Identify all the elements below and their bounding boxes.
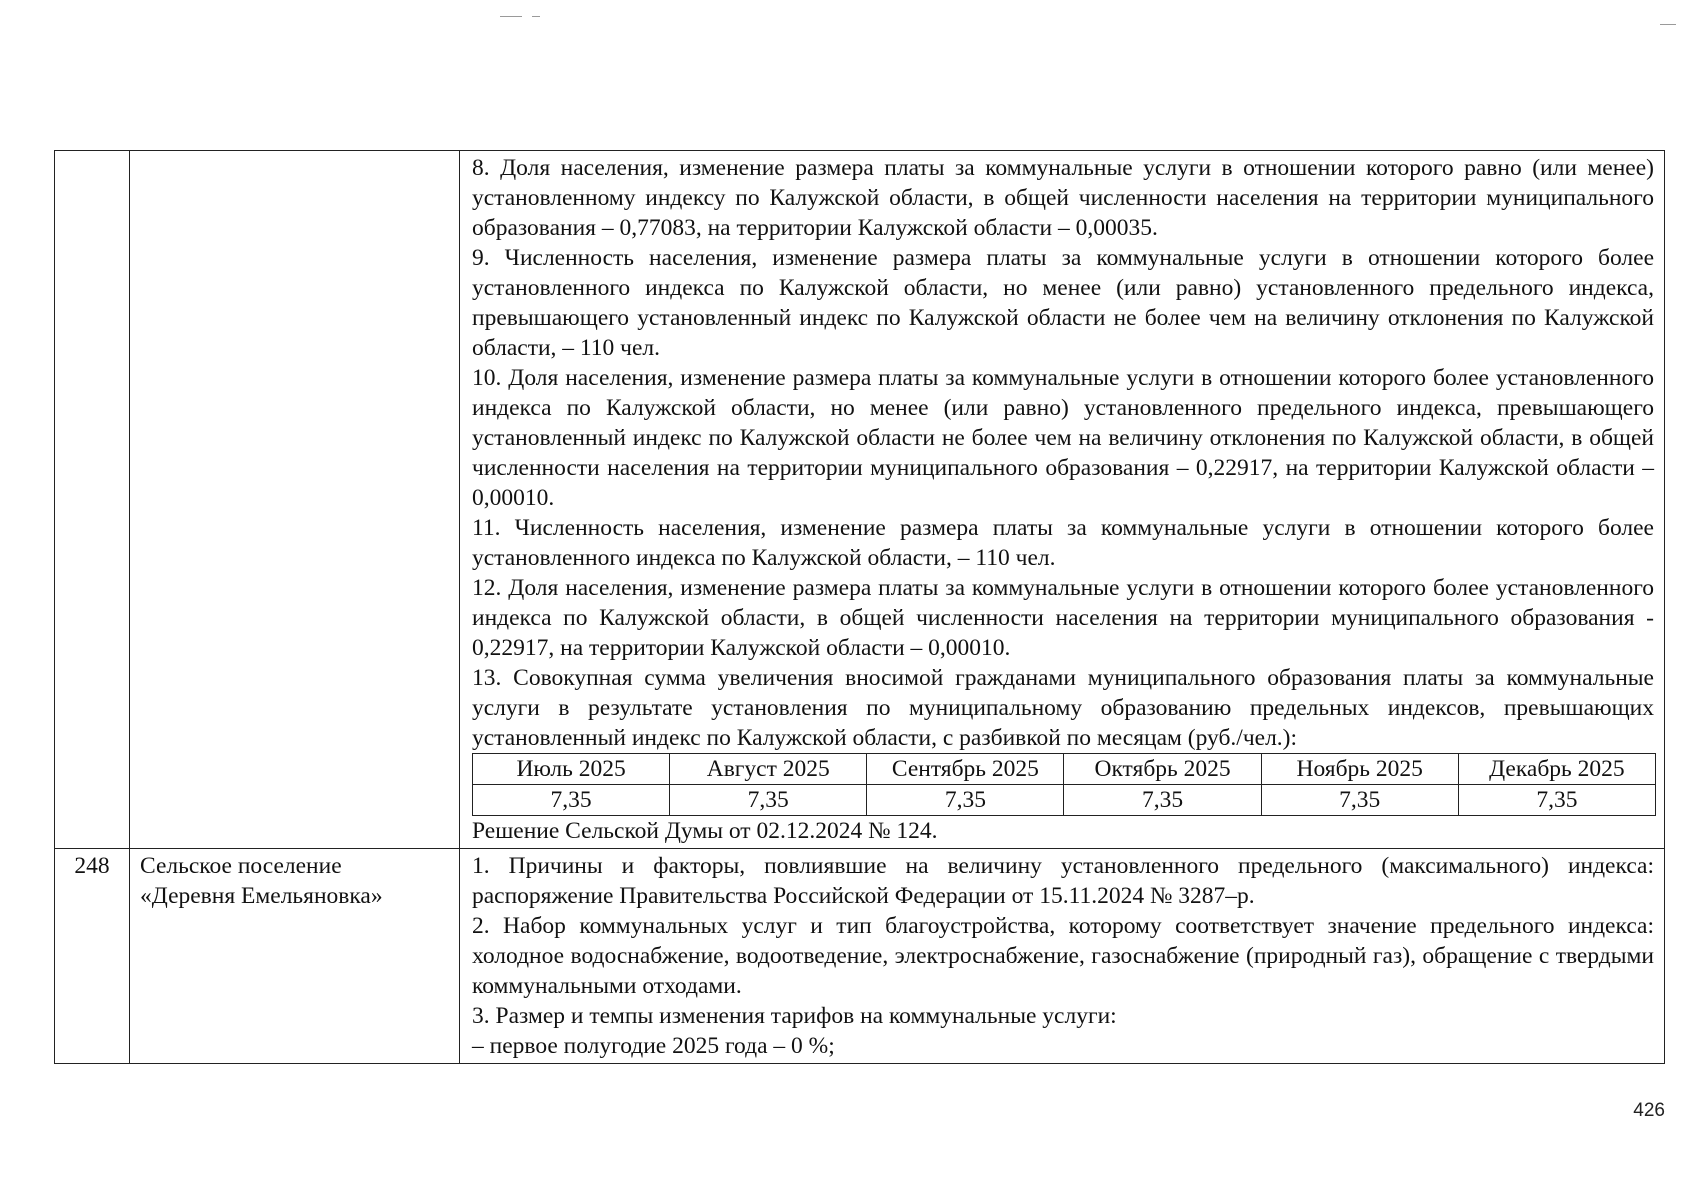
- month-header: Ноябрь 2025: [1261, 754, 1458, 785]
- row-number-cell: 248: [55, 849, 130, 1064]
- month-value: 7,35: [867, 785, 1064, 816]
- paragraph-3: 3. Размер и темпы изменения тарифов на коммунальные услуги:: [472, 1003, 1117, 1029]
- municipality-name-line: Сельское поселение: [140, 853, 342, 879]
- paragraph-11: 11. Численность населения, изменение размера платы за коммунальные услуги в отношении которого более установленного индекса по Калужской области, – 110 чел.: [472, 515, 1654, 571]
- decision-reference: Решение Сельской Думы от 02.12.2024 № 124.: [472, 818, 938, 844]
- month-value: 7,35: [1261, 785, 1458, 816]
- month-header: Декабрь 2025: [1458, 754, 1655, 785]
- scan-artifact: [532, 16, 540, 17]
- scan-artifact: [1660, 24, 1676, 25]
- month-value: 7,35: [1064, 785, 1261, 816]
- month-header: Октябрь 2025: [1064, 754, 1261, 785]
- municipal-index-table: [54, 150, 1665, 1064]
- paragraph-9: 9. Численность населения, изменение размера платы за коммунальные услуги в отношении которого более установленного индекса по Калужской области, но менее (или равно) установленного предельного индекса, превышающего установленный индекс по Калужской области не более чем на величину отклонения по Калужской области, – 110 чел.: [472, 245, 1654, 361]
- monthly-value-row: [473, 785, 1656, 816]
- paragraph-3-item: – первое полугодие 2025 года – 0 %;: [472, 1033, 835, 1059]
- paragraph-1: 1. Причины и факторы, повлиявшие на величину установленного предельного (максимального) индекса: распоряжение Правительства Российской Федерации от 15.11.2024 № 3287–р.: [472, 853, 1654, 909]
- paragraph-8: 8. Доля населения, изменение размера платы за коммунальные услуги в отношении которого равно (или менее) установленному индексу по Калужской области, в общей численности населения на территории муниципального образования – 0,77083, на территории Калужской области – 0,00035.: [472, 155, 1654, 241]
- month-header: Сентябрь 2025: [867, 754, 1064, 785]
- month-value: 7,35: [473, 785, 670, 816]
- month-header: Август 2025: [670, 754, 867, 785]
- month-value: 7,35: [670, 785, 867, 816]
- municipality-name-line: «Деревня Емельяновка»: [140, 883, 383, 909]
- paragraph-13: 13. Совокупная сумма увеличения вносимой гражданами муниципального образования платы за коммунальные услуги в результате установления по муниципальному образованию предельных индексов, превышающих установленный индекс по Калужской области, с разбивкой по месяцам (руб./чел.):: [472, 665, 1654, 751]
- row-number-cell: [55, 151, 130, 849]
- municipality-name-cell: [130, 151, 460, 849]
- table-row-248: [55, 849, 1665, 1064]
- paragraph-12: 12. Доля населения, изменение размера платы за коммунальные услуги в отношении которого более установленного индекса по Калужской области, в общей численности населения на территории муниципального образования - 0,22917, на территории Калужской области – 0,00010.: [472, 575, 1654, 661]
- scan-artifact: [500, 16, 522, 17]
- paragraph-10: 10. Доля населения, изменение размера платы за коммунальные услуги в отношении которого более установленного индекса по Калужской области, но менее (или равно) установленного предельного индекса, превышающего установленный индекс по Калужской области не более чем на величину отклонения по Калужской области, в общей численности населения на территории муниципального образования – 0,22917, на территории Калужской области – 0,00010.: [472, 365, 1654, 511]
- month-value: 7,35: [1458, 785, 1655, 816]
- monthly-header-row: [473, 754, 1656, 785]
- month-header: Июль 2025: [473, 754, 670, 785]
- paragraph-2: 2. Набор коммунальных услуг и тип благоустройства, которому соответствует значение предельного индекса: холодное водоснабжение, водоотведение, электроснабжение, газоснабжение (природный газ), обращение с твердыми коммунальными отходами.: [472, 913, 1654, 999]
- content-cell: [460, 849, 1665, 1064]
- monthly-increase-table: [472, 753, 1656, 816]
- page-number: 426: [1633, 1100, 1665, 1121]
- table-row-continuation: [55, 151, 1665, 849]
- municipality-name-cell: [130, 849, 460, 1064]
- content-cell: [460, 151, 1665, 849]
